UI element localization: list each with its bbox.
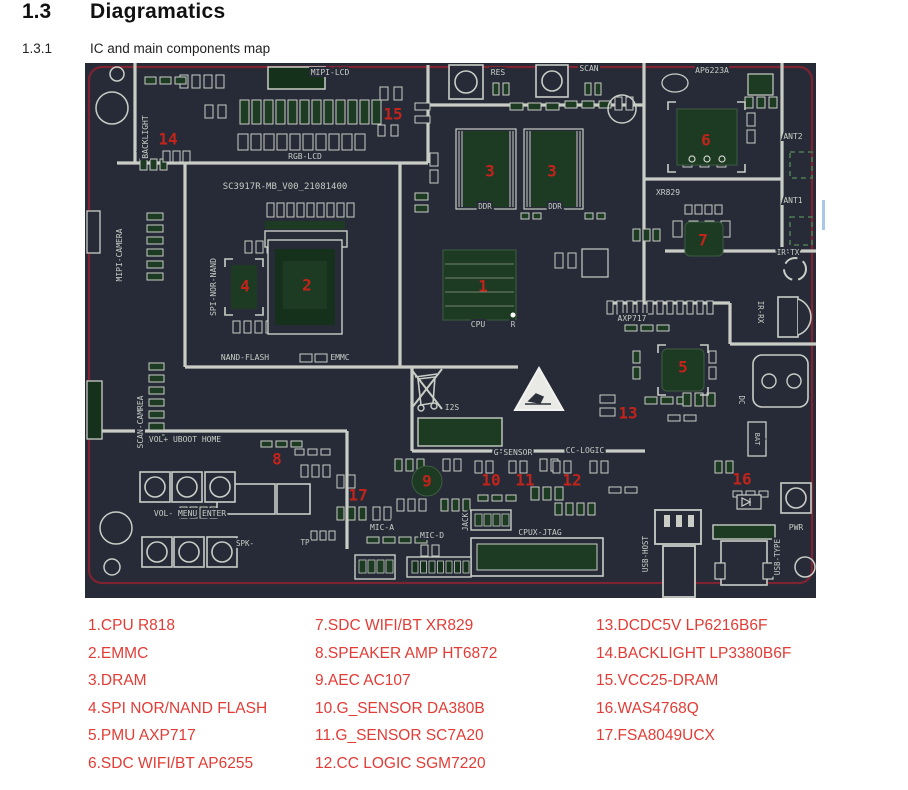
silkscreen-label: MIC-A <box>369 523 395 532</box>
pcb-shape <box>406 459 413 471</box>
silkscreen-label: RGB-LCD <box>288 152 322 161</box>
pcb-shape <box>432 545 439 556</box>
pcb-shape <box>384 507 391 520</box>
pcb-shape <box>625 325 637 331</box>
legend-item: 14.BACKLIGHT LP3380B6F <box>596 644 792 662</box>
pcb-shape <box>449 65 483 99</box>
pcb-shape <box>421 545 428 556</box>
silkscreen-label: I2S <box>444 403 460 412</box>
component-marker-10: 10 <box>481 470 501 490</box>
pcb-shape <box>149 399 164 406</box>
pcb-shape <box>317 203 324 217</box>
pcb-shape <box>255 321 262 333</box>
pcb-shape <box>667 301 673 314</box>
pcb-shape <box>251 134 261 150</box>
legend-item: 4.SPI NOR/NAND FLASH <box>88 699 268 717</box>
legend-column-3 <box>596 612 791 750</box>
pcb-shape <box>615 97 622 110</box>
pcb-shape <box>287 203 294 217</box>
component-marker-8: 8 <box>272 449 282 469</box>
pcb-shape <box>697 301 703 314</box>
pcb-shape <box>688 515 694 527</box>
pcb-shape <box>383 537 395 543</box>
pcb-shape <box>347 203 354 217</box>
pcb-shape <box>769 97 777 108</box>
pin1-dot <box>511 313 516 318</box>
silkscreen-label: DC <box>737 395 746 405</box>
pcb-shape <box>641 325 653 331</box>
pcb-shape <box>355 134 365 150</box>
pcb-shape <box>633 351 640 363</box>
subsection-title: IC and main components map <box>90 41 271 56</box>
component-marker-3: 3 <box>547 161 557 181</box>
pcb-shape <box>145 77 156 84</box>
pcb-shape <box>337 475 344 488</box>
pcb-shape <box>546 103 559 110</box>
pcb-shape <box>311 531 317 540</box>
pcb-shape <box>160 77 171 84</box>
pcb-shape <box>566 503 573 515</box>
pcb-shape <box>633 367 640 379</box>
silkscreen-label: MIPI-LCD <box>310 68 350 77</box>
pcb-shape <box>147 273 163 280</box>
pcb-shape <box>715 461 722 473</box>
pcb-shape <box>747 113 755 126</box>
silkscreen-label: VOL+ UBOOT HOME <box>148 435 222 444</box>
silkscreen-label: DDR <box>548 202 562 211</box>
legend-column-1 <box>88 612 267 777</box>
silkscreen-label: BACKLIGHT <box>141 115 150 159</box>
pcb-shape <box>687 301 693 314</box>
pcb-shape <box>261 441 272 447</box>
pcb-shape <box>540 459 547 471</box>
pcb-shape <box>216 75 224 88</box>
pcb-shape <box>147 237 163 244</box>
silkscreen-label: CPUX-JTAG <box>518 528 562 537</box>
pcb-shape <box>493 83 499 95</box>
silkscreen-label: SCAN <box>579 64 599 73</box>
component-marker-7: 7 <box>698 230 708 250</box>
pcb-shape <box>321 449 330 455</box>
pcb-shape <box>367 537 379 543</box>
pcb-shape <box>300 354 312 362</box>
pcb-shape <box>256 241 263 253</box>
pcb-shape <box>657 325 669 331</box>
pcb-shape <box>348 100 357 124</box>
pcb-shape <box>637 301 643 314</box>
pcb-shape <box>536 65 568 97</box>
pcb-shape <box>475 514 482 526</box>
component-marker-16: 16 <box>732 469 752 489</box>
silkscreen-label: SC3917R-MB_V00_21081400 <box>222 182 348 192</box>
pcb-shape <box>276 441 287 447</box>
component-marker-5: 5 <box>678 357 688 377</box>
pcb-shape <box>238 134 248 150</box>
pcb-shape <box>204 75 212 88</box>
silkscreen-label: G-SENSOR <box>493 448 533 457</box>
pcb-shape <box>265 221 345 229</box>
pcb-shape <box>264 134 274 150</box>
pcb-shape <box>394 87 402 100</box>
pcb-shape <box>707 301 713 314</box>
pcb-shape <box>87 381 102 439</box>
legend-item: 10.G_SENSOR DA380B <box>315 699 485 717</box>
pcb-shape <box>502 514 509 526</box>
pcb-shape <box>705 205 712 214</box>
pcb-shape <box>493 514 500 526</box>
pcb-shape <box>342 134 352 150</box>
pcb-shape <box>568 253 576 268</box>
silkscreen-label: MIC-D <box>419 531 445 540</box>
pcb-shape <box>721 541 767 585</box>
pcb-shape <box>415 193 428 200</box>
component-marker-15: 15 <box>383 104 403 124</box>
pcb-shape <box>290 134 300 150</box>
pcb-shape <box>147 261 163 268</box>
pcb-figure <box>85 63 816 598</box>
pcb-shape <box>303 134 313 150</box>
legend-item: 1.CPU R818 <box>88 617 176 634</box>
silkscreen-label: DDR <box>478 202 492 211</box>
silkscreen-label: JACK <box>461 512 470 532</box>
silkscreen-label: SPK- <box>235 539 255 548</box>
silkscreen-label: CC-LOGIC <box>565 446 605 455</box>
pcb-shape <box>429 561 435 573</box>
pcb-shape <box>543 487 551 500</box>
pcb-shape <box>277 203 284 217</box>
component-marker-1: 1 <box>478 276 488 296</box>
pcb-shape <box>600 408 615 416</box>
pcb-shape <box>264 100 273 124</box>
component-marker-2: 2 <box>302 275 312 295</box>
pcb-shape <box>147 213 163 220</box>
pcb-shape <box>307 203 314 217</box>
pcb-shape <box>205 105 213 118</box>
pcb-shape <box>677 301 683 314</box>
pcb-shape <box>715 205 722 214</box>
component-marker-9: 9 <box>422 471 432 491</box>
legend-item: 13.DCDC5V LP6216B6F <box>596 617 768 634</box>
silkscreen-label: VOL- MENU ENTER <box>153 509 227 518</box>
pcb-shape <box>368 560 375 573</box>
pcb-shape <box>748 74 773 95</box>
pcb-shape <box>149 387 164 394</box>
pcb-shape <box>585 213 593 219</box>
pcb-shape <box>709 351 716 363</box>
pcb-shape <box>590 461 597 473</box>
pcb-shape <box>484 514 491 526</box>
pcb-shape <box>329 531 335 540</box>
pcb-shape <box>175 77 186 84</box>
pcb-shape <box>446 561 452 573</box>
subsection-number: 1.3.1 <box>22 41 53 56</box>
pcb-shape <box>673 221 682 237</box>
pcb-shape <box>297 203 304 217</box>
silkscreen-label: NAND-FLASH <box>220 353 270 362</box>
pcb-shape <box>627 301 633 314</box>
pcb-shape <box>653 229 660 241</box>
silkscreen-label: AXP717 <box>617 314 647 323</box>
pcb-shape <box>713 525 775 539</box>
legend-item: 17.FSA8049UCX <box>596 727 715 744</box>
pcb-shape <box>676 515 682 527</box>
pcb-shape <box>324 100 333 124</box>
pcb-shape <box>150 159 157 170</box>
silkscreen-label: IR-TX <box>776 248 800 257</box>
pcb-shape <box>316 134 326 150</box>
legend-item: 12.CC LOGIC SGM7220 <box>315 754 486 772</box>
pcb-shape <box>173 151 180 162</box>
pcb-shape <box>240 100 249 124</box>
legend-item: 3.DRAM <box>88 672 147 689</box>
pcb-shape <box>663 546 695 597</box>
pcb-shape <box>582 101 594 108</box>
pcb-shape <box>337 203 344 217</box>
pcb-shape <box>323 465 330 477</box>
pcb-shape <box>600 395 615 403</box>
pcb-shape <box>336 100 345 124</box>
pcb-shape <box>419 499 426 511</box>
pcb-shape <box>625 487 637 493</box>
pcb-shape <box>360 100 369 124</box>
pcb-shape <box>408 499 415 511</box>
pcb-shape <box>443 459 450 471</box>
pcb-shape <box>657 301 663 314</box>
component-marker-6: 6 <box>701 130 711 150</box>
legend-item: 7.SDC WIFI/BT XR829 <box>315 617 474 634</box>
pcb-shape <box>291 441 302 447</box>
silkscreen-label: SCAN-CAMREA <box>136 395 145 449</box>
pcb-shape <box>312 465 319 477</box>
pcb-shape <box>503 83 509 95</box>
blue-artifact-line <box>822 200 825 230</box>
pcb-shape <box>685 205 692 214</box>
pcb-shape <box>668 415 680 421</box>
pcb-shape <box>276 100 285 124</box>
pcb-shape <box>87 211 100 253</box>
pcb-shape <box>521 213 529 219</box>
silkscreen-label: USB-HOST <box>641 535 650 573</box>
pcb-shape <box>149 363 164 370</box>
pcb-shape <box>147 249 163 256</box>
component-marker-14: 14 <box>158 129 178 149</box>
pcb-shape <box>149 411 164 418</box>
pcb-shape <box>565 101 577 108</box>
pcb-shape <box>301 465 308 477</box>
legend-item: 16.WAS4768Q <box>596 699 699 717</box>
component-marker-12: 12 <box>562 470 582 490</box>
pcb-shape <box>463 499 470 511</box>
pcb-shape <box>683 393 691 406</box>
pcb-shape <box>695 205 702 214</box>
pcb-shape <box>348 507 355 520</box>
pcb-shape <box>506 495 516 501</box>
pcb-shape <box>329 134 339 150</box>
legend-item: 2.EMMC <box>88 644 149 662</box>
pcb-shape <box>664 515 670 527</box>
silkscreen-label: R <box>510 320 516 329</box>
component-marker-3: 3 <box>485 161 495 181</box>
pcb-shape <box>295 449 304 455</box>
pcb-shape <box>386 560 393 573</box>
pcb-shape <box>380 87 388 100</box>
silkscreen-label: USB-TYPE <box>773 538 782 576</box>
pcb-shape <box>252 100 261 124</box>
legend-item: 5.PMU AXP717 <box>88 727 196 744</box>
pcb-shape <box>588 503 595 515</box>
pcb-shape <box>415 205 428 212</box>
pcb-shape <box>492 495 502 501</box>
pcb-shape <box>312 100 321 124</box>
pcb-shape <box>617 301 623 314</box>
silkscreen-label: CPU <box>470 320 486 329</box>
pcb-shape <box>645 397 657 404</box>
pcb-shape <box>373 507 380 520</box>
pcb-shape <box>183 151 190 162</box>
pcb-shape <box>455 561 461 573</box>
pcb-shape <box>684 415 696 421</box>
pcb-shape <box>763 563 773 579</box>
pcb-shape <box>415 103 430 110</box>
pcb-shape <box>418 418 502 446</box>
pcb-shape <box>359 507 366 520</box>
pcb-shape <box>430 153 438 166</box>
pcb-shape <box>555 503 562 515</box>
pcb-shape <box>452 499 459 511</box>
pcb-shape <box>477 544 597 570</box>
pcb-shape <box>595 83 601 95</box>
pcb-shape <box>555 253 563 268</box>
silkscreen-label: RES <box>490 68 506 77</box>
pcb-shape <box>607 301 613 314</box>
pcb-shape <box>661 397 673 404</box>
legend-item: 8.SPEAKER AMP HT6872 <box>315 644 498 662</box>
pcb-shape <box>149 423 164 430</box>
pcb-shape <box>415 116 430 123</box>
pcb-shape <box>245 241 252 253</box>
legend-column-2 <box>315 612 497 777</box>
legend-item: 11.G_SENSOR SC7A20 <box>315 727 484 744</box>
pcb-shape <box>597 213 605 219</box>
pcb-shape <box>441 499 448 511</box>
pcb-shape <box>315 354 327 362</box>
pcb-shape <box>647 301 653 314</box>
pcb-shape <box>233 321 240 333</box>
pcb-shape <box>757 97 765 108</box>
section-title: Diagramatics <box>90 0 226 23</box>
legend-item: 15.VCC25-DRAM <box>596 672 719 689</box>
pcb-shape <box>553 461 560 473</box>
pcb-shape <box>609 487 621 493</box>
component-marker-17: 17 <box>348 485 368 505</box>
pcb-shape <box>327 203 334 217</box>
component-marker-4: 4 <box>240 276 250 296</box>
pcb-shape <box>463 561 469 573</box>
silkscreen-label: BAT <box>753 432 761 446</box>
section-number: 1.3 <box>22 0 52 23</box>
component-marker-11: 11 <box>515 470 535 490</box>
pcb-shape <box>585 83 591 95</box>
pcb-shape <box>378 125 385 136</box>
pcb-shape <box>267 203 274 217</box>
pcb-shape <box>778 297 798 337</box>
pcb-shape <box>277 484 310 514</box>
pcb-shape <box>372 100 381 124</box>
pcb-shape <box>745 97 753 108</box>
pcb-shape <box>747 130 755 143</box>
pcb-shape <box>412 561 418 573</box>
legend-item: 9.AEC AC107 <box>315 672 411 689</box>
pcb-shape <box>320 531 326 540</box>
silkscreen-label: TP <box>300 538 310 547</box>
pcb-shape <box>308 449 317 455</box>
pcb-shape <box>582 249 608 277</box>
pcb-shape <box>300 100 309 124</box>
silkscreen-label: IR-RX <box>756 300 765 324</box>
pcb-shape <box>288 100 297 124</box>
pcb-shape <box>438 561 444 573</box>
pcb-shape <box>391 125 398 136</box>
pcb-shape <box>149 375 164 382</box>
pcb-shape <box>147 225 163 232</box>
component-marker-13: 13 <box>618 403 638 423</box>
pcb-shape <box>277 134 287 150</box>
silkscreen-label: XR829 <box>655 188 681 197</box>
pcb-shape <box>163 151 170 162</box>
pcb-shape <box>633 229 640 241</box>
pcb-shape <box>709 367 716 379</box>
dc-jack <box>753 355 808 407</box>
silkscreen-label: AP6223A <box>695 66 729 75</box>
silkscreen-label: SPI-NOR-NAND <box>209 258 218 316</box>
pcb-shape <box>395 459 402 471</box>
pcb-shape <box>533 213 541 219</box>
pcb-shape <box>643 229 650 241</box>
pcb-shape <box>478 495 488 501</box>
silkscreen-label: ANT1 <box>783 196 803 205</box>
pcb-shape <box>244 321 251 333</box>
pcb-shape <box>528 103 541 110</box>
pcb-shape <box>421 561 427 573</box>
pcb-shape <box>192 75 200 88</box>
pcb-shape <box>337 507 344 520</box>
silkscreen-label: PWR <box>788 523 804 532</box>
silkscreen-label: ANT2 <box>783 132 803 141</box>
pcb-shape <box>399 537 411 543</box>
silkscreen-label: EMMC <box>330 353 350 362</box>
pcb-shape <box>454 459 461 471</box>
pcb-shape <box>359 560 366 573</box>
pcb-shape <box>218 105 226 118</box>
legend-item: 6.SDC WIFI/BT AP6255 <box>88 754 254 772</box>
pcb-shape <box>510 103 523 110</box>
pcb-shape <box>577 503 584 515</box>
pcb-shape <box>430 170 438 183</box>
pcb-shape <box>140 159 147 170</box>
silkscreen-label: MIPI-CAMERA <box>115 228 124 282</box>
pcb-map <box>85 63 816 598</box>
pcb-shape <box>715 563 725 579</box>
pcb-shape <box>377 560 384 573</box>
pcb-shape <box>601 461 608 473</box>
pcb-shape <box>397 499 404 511</box>
